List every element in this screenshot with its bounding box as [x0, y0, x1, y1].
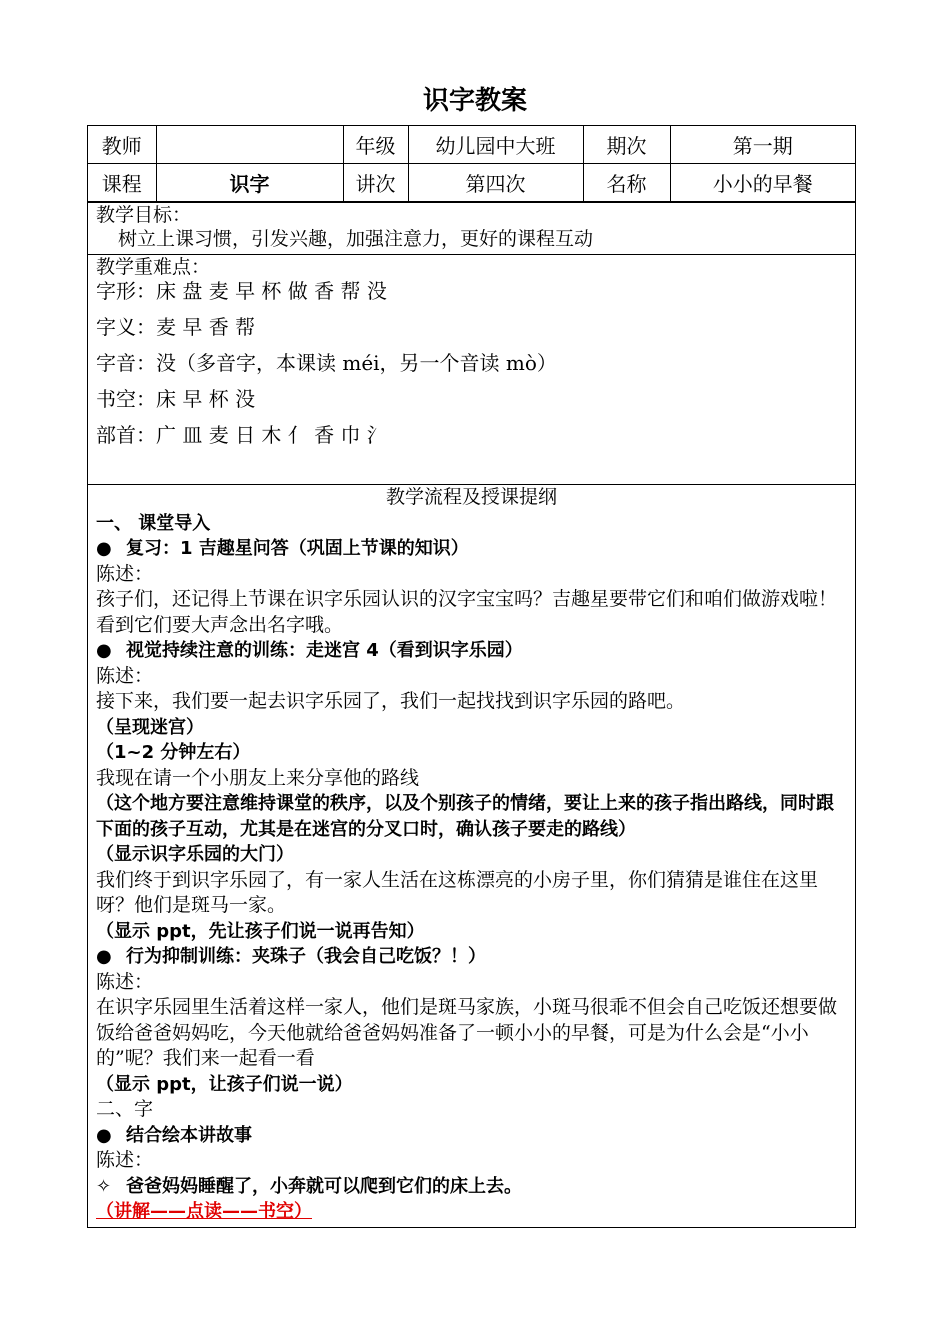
key-point-sound: 字音：没（多音字，本课读 méi，另一个音读 mò） [96, 351, 557, 375]
note: （这个地方要注意维持课堂的秩序，以及个别孩子的情绪，要让上来的孩子指出路线，同时跟下面的孩子互动，尤其是在迷宫的分叉口时，确认孩子要走的路线） [96, 793, 834, 840]
key-point-writing: 书空：床 早 杯 没 [96, 387, 256, 411]
key-point-meaning: 字义：麦 早 香 帮 [96, 315, 256, 339]
bullet-item: ● 视觉持续注意的训练：走迷宫 4（看到识字乐园） [96, 638, 847, 664]
note: （显示 ppt，先让孩子们说一说再告知） [96, 920, 425, 942]
issue-value: 第一期 [670, 126, 855, 164]
lesson-label: 讲次 [343, 164, 408, 202]
note: （显示识字乐园的大门） [96, 844, 294, 865]
grade-value: 幼儿园中大班 [408, 126, 583, 164]
goal-text: 树立上课习惯，引发兴趣，加强注意力，更好的课程互动 [118, 228, 594, 250]
paragraph: 在识字乐园里生活着这样一家人，他们是斑马家族，小斑马很乖不但会自己吃饭还想要做饭给爸爸妈妈吃，今天他就给爸爸妈妈准备了一顿小小的早餐，可是为什么会是“小小的”呢？我们来一起看一看 [96, 996, 838, 1069]
bullet-item: ● 复习：1 吉趣星问答（巩固上节课的知识） [96, 536, 847, 562]
teacher-value [156, 126, 343, 164]
name-value: 小小的早餐 [670, 164, 855, 202]
header-row-1 [88, 126, 855, 164]
story-item: ✧ 爸爸妈妈睡醒了，小奔就可以爬到它们的床上去。 [96, 1174, 847, 1200]
bullet-icon: ● [96, 640, 112, 661]
header-table [88, 126, 855, 202]
goal-section [88, 202, 855, 254]
bullet-icon: ● [96, 1124, 112, 1146]
course-label: 课程 [88, 164, 156, 202]
bullet-item: ● 行为抑制训练：夹珠子（我会自己吃饭？！） [96, 944, 847, 970]
goal-label: 教学目标： [96, 204, 192, 226]
note: （显示 ppt，让孩子们说一说） [96, 1073, 353, 1095]
section-heading: 一、 课堂导入 [96, 512, 211, 534]
key-points-section [88, 254, 855, 484]
lesson-value: 第四次 [408, 164, 583, 202]
bullet-icon: ● [96, 946, 112, 967]
note: （1~2 分钟左右） [96, 742, 251, 763]
paragraph: 孩子们，还记得上节课在识字乐园认识的汉字宝宝吗？吉趣星要带它们和咱们做游戏啦！看到它们要大声念出名字哦。 [96, 588, 838, 636]
page-title: 识字教案 [422, 86, 527, 116]
statement-label: 陈述： [96, 562, 154, 585]
statement-label: 陈述： [96, 664, 154, 687]
flow-section [88, 484, 855, 1227]
paragraph: 我们终于到识字乐园了，有一家人生活在这栋漂亮的小房子里，你们猜猜是谁住在这里呀？他们是斑马一家。 [96, 868, 819, 916]
name-label: 名称 [583, 164, 670, 202]
key-points-label: 教学重难点： [96, 256, 211, 278]
paragraph: 接下来，我们要一起去识字乐园了，我们一起找找到识字乐园的路吧。 [96, 690, 686, 712]
statement-label: 陈述： [96, 970, 154, 993]
paragraph: 我现在请一个小朋友上来分享他的路线 [96, 766, 420, 789]
bullet-item: ● 结合绘本讲故事 [96, 1123, 847, 1149]
statement-label: 陈述： [96, 1149, 154, 1171]
note: （呈现迷宫） [96, 716, 204, 738]
issue-label: 期次 [583, 126, 670, 164]
bullet-icon: ● [96, 538, 112, 559]
red-note: （讲解——点读——书空） [96, 1201, 312, 1222]
lesson-plan-table [87, 125, 856, 1228]
grade-label: 年级 [343, 126, 408, 164]
key-point-radicals: 部首：广 皿 麦 日 木 亻 香 巾 氵 [96, 423, 387, 447]
teacher-label: 教师 [88, 126, 156, 164]
flow-heading: 教学流程及授课提纲 [385, 486, 557, 508]
header-row-2 [88, 164, 855, 202]
diamond-icon: ✧ [96, 1175, 112, 1197]
section-heading: 二、字 [96, 1098, 154, 1120]
key-point-glyph: 字形：床 盘 麦 早 杯 做 香 帮 没 [96, 279, 387, 303]
course-value: 识字 [156, 164, 343, 202]
